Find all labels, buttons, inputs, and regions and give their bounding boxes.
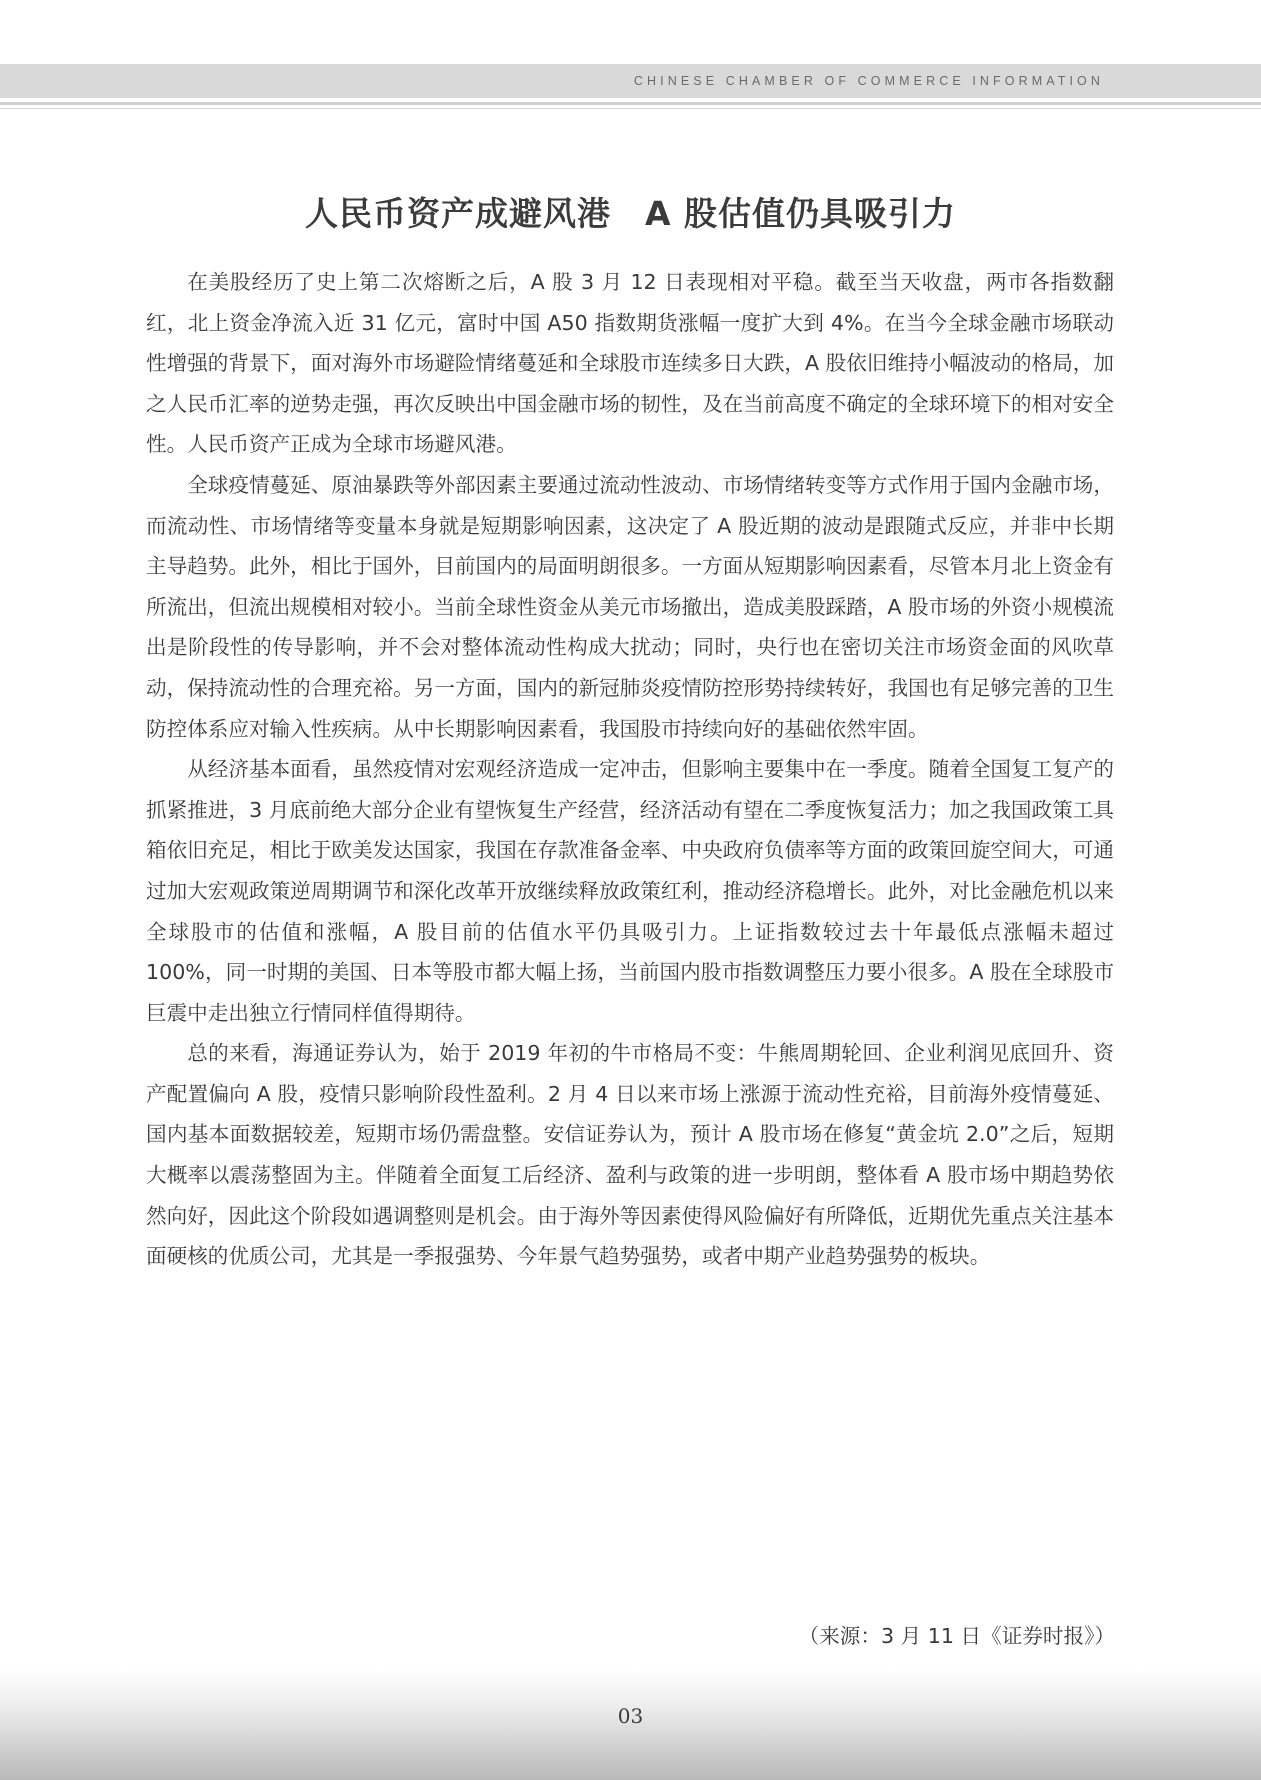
article-paragraph-2: 全球疫情蔓延、原油暴跌等外部因素主要通过流动性波动、市场情绪转变等方式作用于国内金融市场，而流动性、市场情绪等变量本身就是短期影响因素，这决定了 A 股近期的波动是跟随式反应，并非中长期主导趋势。此外，相比于国外，目前国内的局面明朗很多。一方面从短期影响因素看，尽管本月北上资金有所流出，但流出规模相对较小。当前全球性资金从美元市场撤出，造成美股踩踏，A 股市场的外资小规模流出是阶段性的传导影响，并不会对整体流动性构成大扰动；同时，央行也在密切关注市场资金面的风吹草动，保持流动性的合理充裕。另一方面，国内的新冠肺炎疫情防控形势持续转好，我国也有足够完善的卫生防控体系应对输入性疾病。从中长期影响因素看，我国股市持续向好的基础依然牢固。 [146,472,1114,741]
header-publication-name: CHINESE CHAMBER OF COMMERCE INFORMATION [633,74,1104,88]
article-paragraph-1: 在美股经历了史上第二次熔断之后，A 股 3 月 12 日表现相对平稳。截至当天收盘，两市各指数翻红，北上资金净流入近 31 亿元，富时中国 A50 指数期货涨幅一度扩大到 4%。在当今全球金融市场联动性增强的背景下，面对海外市场避险情绪蔓延和全球股市连续多日大跌，A 股依旧维持小幅波动的格局，加之人民币汇率的逆势走强，再次反映出中国金融市场的韧性，及在当前高度不确定的全球环境下的相对安全性。人民币资产正成为全球市场避风港。 [146,270,1114,457]
article-paragraph-4: 总的来看，海通证券认为，始于 2019 年初的牛市格局不变：牛熊周期轮回、企业利润见底回升、资产配置偏向 A 股，疫情只影响阶段性盈利。2 月 4 日以来市场上涨源于流动性充裕，目前海外疫情蔓延、国内基本面数据较差，短期市场仍需盘整。安信证券认为，预计 A 股市场在修复“黄金坑 2.0”之后，短期大概率以震荡整固为主。伴随着全面复工后经济、盈利与政策的进一步明朗，整体看 A 股市场中期趋势依然向好，因此这个阶段如遇调整则是机会。由于海外等因素使得风险偏好有所降低，近期优先重点关注基本面硬核的优质公司，尤其是一季报强势、今年景气趋势强势，或者中期产业趋势强势的板块。 [146,1041,1114,1269]
header-divider-thin [0,108,1261,109]
article-body [146,262,1114,1277]
header-divider [0,102,1261,105]
article-title: 人民币资产成避风港 A 股估值仍具吸引力 [304,194,957,233]
article-paragraph-3: 从经济基本面看，虽然疫情对宏观经济造成一定冲击，但影响主要集中在一季度。随着全国复工复产的抓紧推进，3 月底前绝大部分企业有望恢复生产经营，经济活动有望在二季度恢复活力；加之我国政策工具箱依旧充足，相比于欧美发达国家，我国在存款准备金率、中央政府负债率等方面的政策回旋空间大，可通过加大宏观政策逆周期调节和深化改革开放继续释放政策红利，推动经济稳增长。此外，对比金融危机以来全球股市的估值和涨幅，A 股目前的估值水平仍具吸引力。上证指数较过去十年最低点涨幅未超过 100%，同一时期的美国、日本等股市都大幅上扬，当前国内股市指数调整压力要小很多。A 股在全球股市巨震中走出独立行情同样值得期待。 [146,757,1114,1025]
article-source: （来源：3 月 11 日《证券时报》） [798,1624,1115,1648]
page-number: 03 [617,1704,644,1728]
